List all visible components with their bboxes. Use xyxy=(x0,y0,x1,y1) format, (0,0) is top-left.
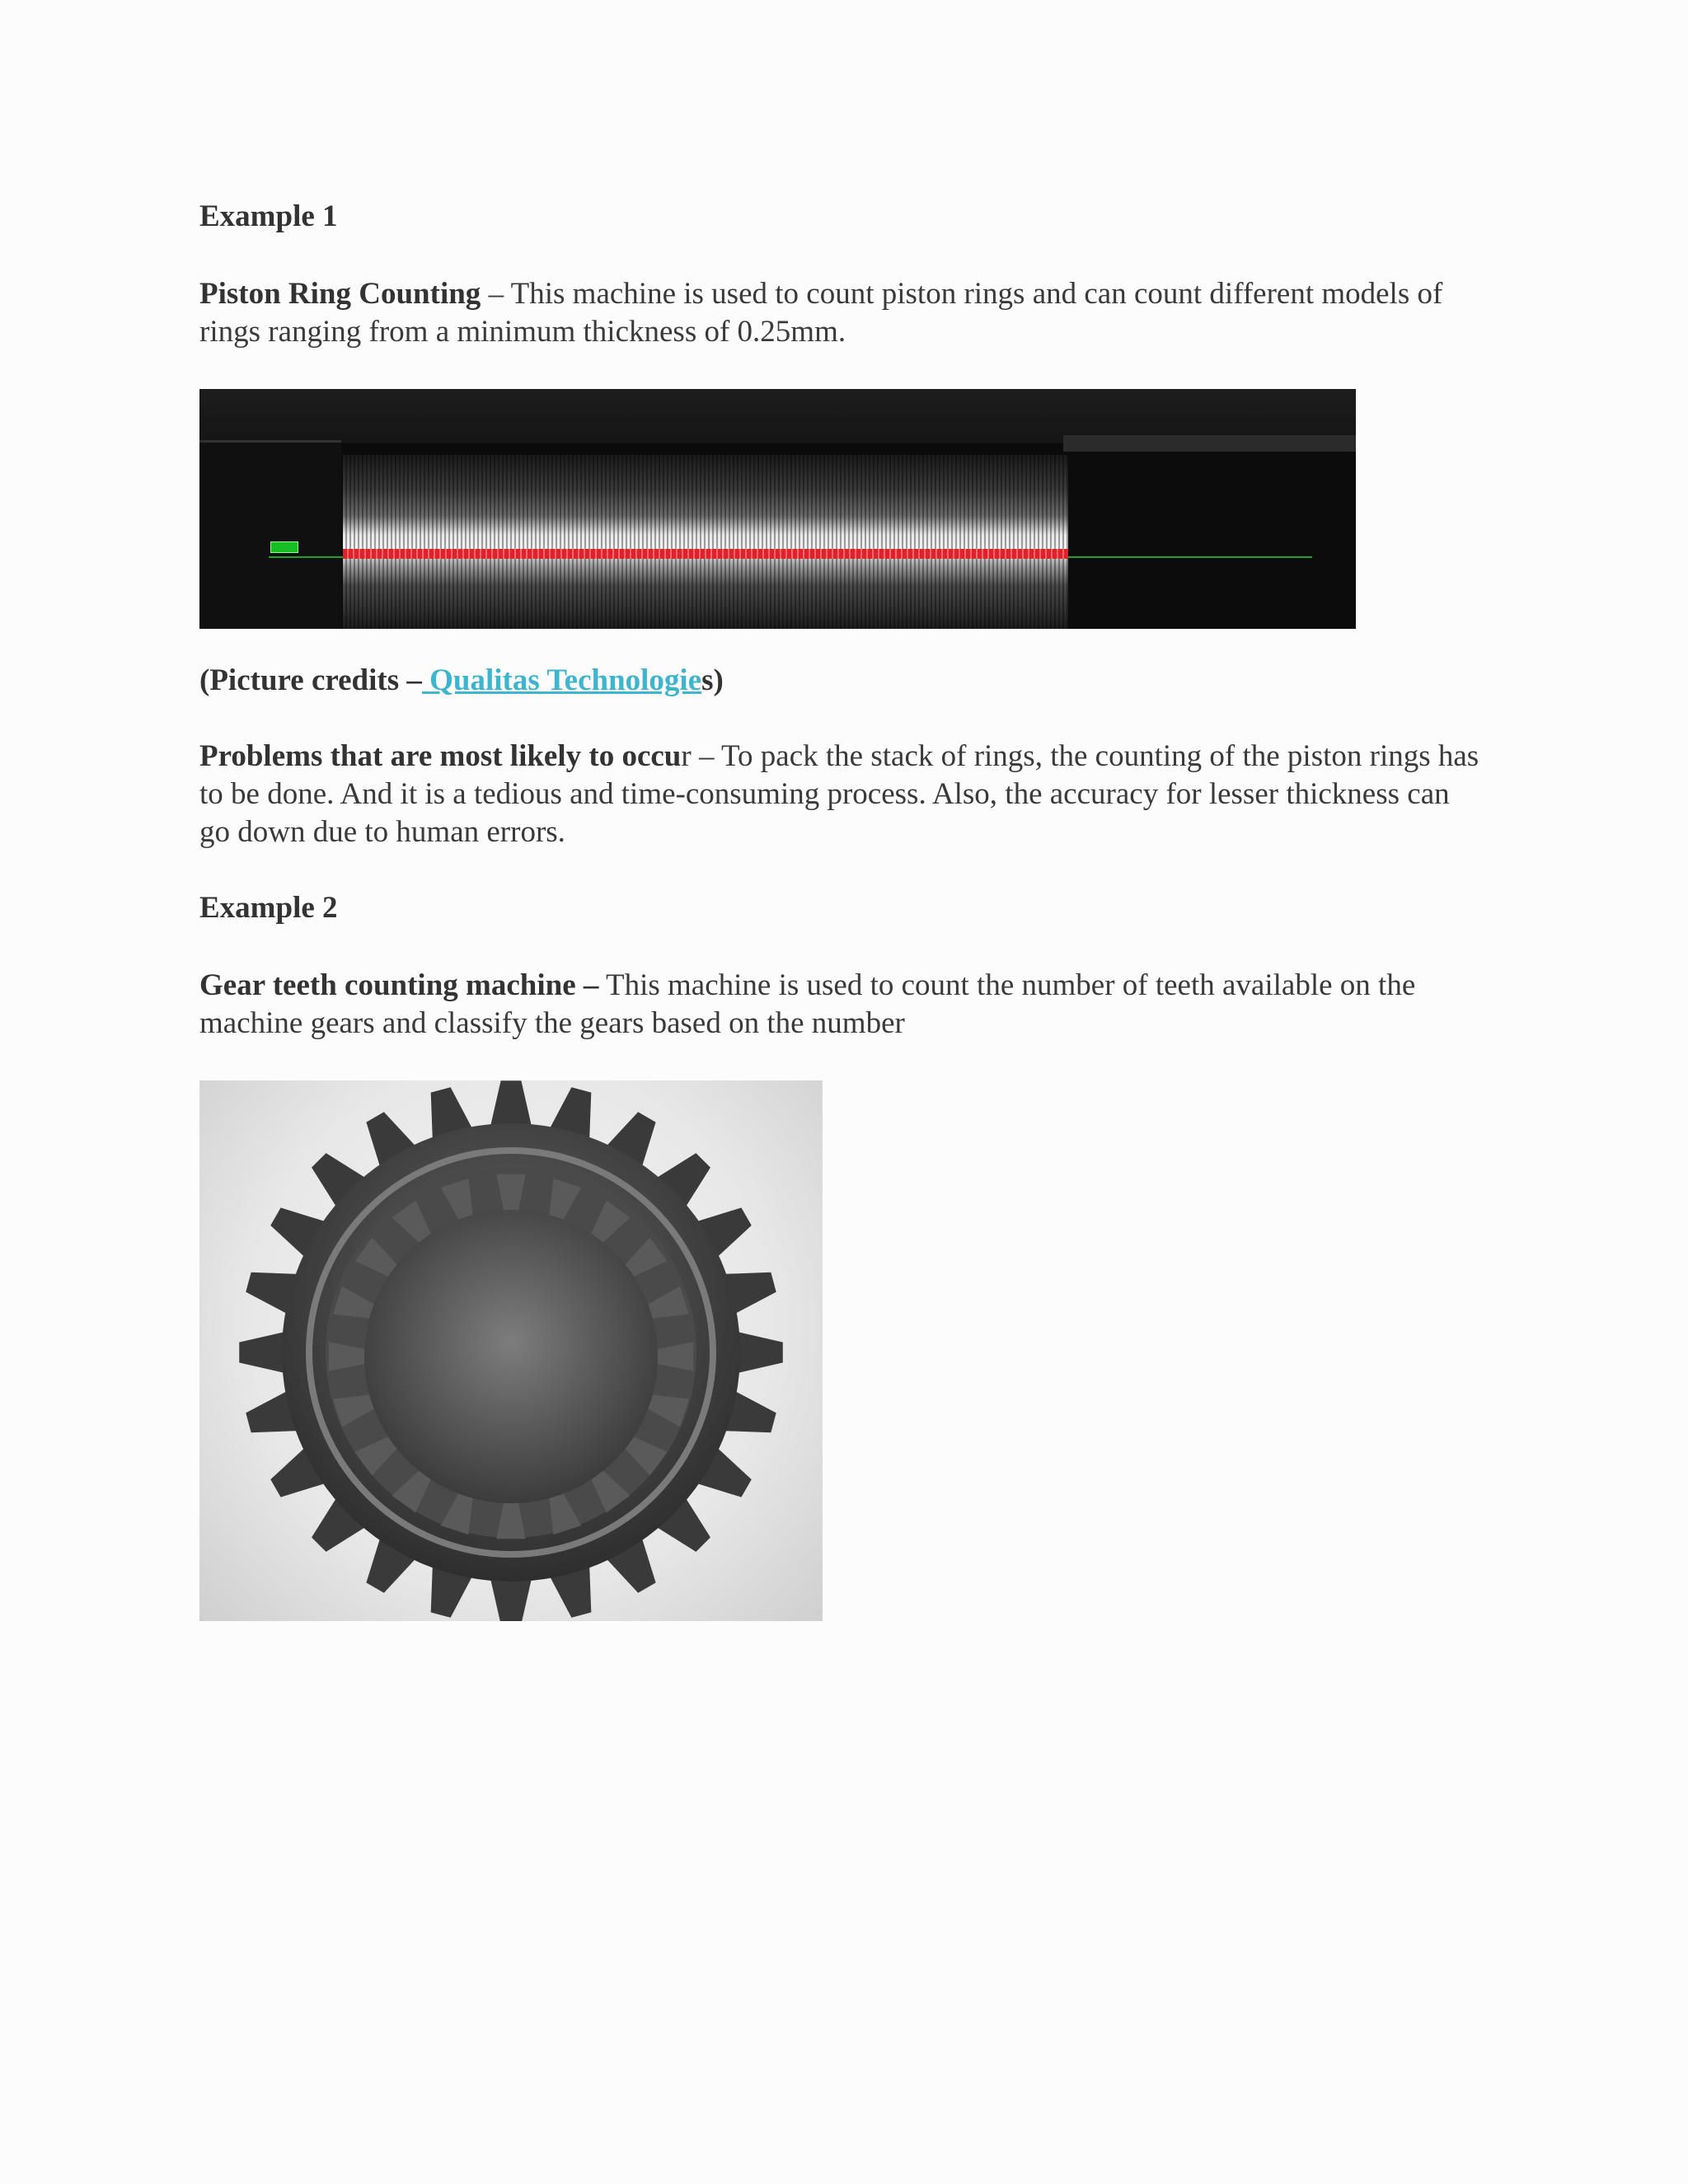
example-1-title: Piston Ring Counting xyxy=(199,277,481,311)
example-1-heading: Example 1 xyxy=(199,199,338,233)
picture-credits xyxy=(199,662,1485,700)
gear-image xyxy=(199,1080,823,1621)
example-2-title: Gear teeth counting machine – xyxy=(199,968,599,1002)
credits-suffix: s) xyxy=(701,663,724,697)
credits-prefix: (Picture credits – xyxy=(199,663,422,697)
detection-marker xyxy=(270,541,298,553)
piston-ring-image xyxy=(199,389,1356,629)
gear-illustration xyxy=(199,1080,823,1621)
example-2-heading: Example 2 xyxy=(199,891,338,925)
example-1-description xyxy=(199,275,1485,351)
example-2-text: This machine is used to count the number of teeth available on the machine gears and classify the gears based on the number xyxy=(199,968,1416,1040)
qualitas-technologies-link[interactable]: Qualitas Technologie xyxy=(421,663,702,697)
problems-text: r – To pack the stack of rings, the counting of the piston rings has to be done. And it is a tedious and time-consuming process. Also, the accuracy for lesser thickness can go down due to human errors. xyxy=(199,739,1479,849)
example-2-description xyxy=(199,967,1485,1043)
document-page xyxy=(199,198,1485,1621)
problems-paragraph xyxy=(199,738,1485,851)
problems-title: Problems that are most likely to occu xyxy=(199,739,682,773)
example-1-text: – This machine is used to count piston rings and can count different models of rings ranging from a minimum thickness of 0.25mm. xyxy=(199,277,1443,349)
